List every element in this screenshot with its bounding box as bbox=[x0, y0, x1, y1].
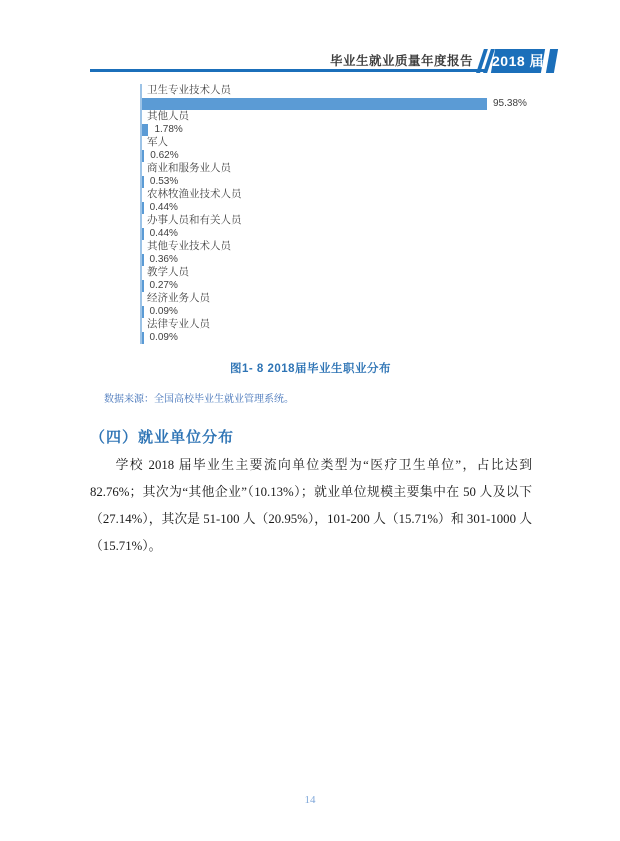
category-label: 其他人员 bbox=[147, 110, 189, 122]
category-label: 教学人员 bbox=[147, 266, 189, 278]
badge-endbar-icon bbox=[546, 49, 558, 73]
bar-value-label: 0.27% bbox=[149, 280, 178, 291]
bar-row bbox=[142, 123, 532, 136]
bar bbox=[142, 202, 144, 214]
category-label: 卫生专业技术人员 bbox=[147, 84, 231, 96]
bar-row bbox=[142, 279, 532, 292]
bar-row bbox=[142, 175, 532, 188]
bar-chart bbox=[140, 84, 532, 344]
chart-row bbox=[142, 188, 532, 214]
bar-value-label: 0.53% bbox=[149, 176, 179, 187]
chart-row bbox=[142, 266, 532, 292]
chart-row bbox=[142, 110, 532, 136]
bar-row bbox=[142, 97, 532, 110]
figure-caption: 图1- 8 2018届毕业生职业分布 bbox=[229, 363, 392, 375]
bar-row bbox=[142, 305, 532, 318]
bar bbox=[142, 124, 148, 136]
bar-row bbox=[142, 201, 532, 214]
chart-row bbox=[142, 162, 532, 188]
bar bbox=[142, 306, 144, 318]
bar-value-label: 95.38% bbox=[492, 98, 527, 109]
body-paragraph: 学校 2018 届毕业生主要流向单位类型为“医疗卫生单位”，占比达到 82.76%；其次为“其他企业”（10.13%）；就业单位规模主要集中在 50 人及以下（27.14%），其次是 51-100 人（20.95%），101-200 人（15.71%）和 301-1000 人（15.71%）。 bbox=[90, 458, 532, 553]
category-label: 商业和服务业人员 bbox=[147, 162, 231, 174]
bar-value-label: 0.36% bbox=[149, 254, 178, 265]
header-title: 毕业生就业质量年度报告 bbox=[329, 54, 473, 68]
bar-value-label: 1.78% bbox=[154, 124, 183, 135]
bar bbox=[142, 332, 144, 344]
chart-row bbox=[142, 318, 532, 344]
category-label: 法律专业人员 bbox=[147, 318, 210, 330]
chart-row bbox=[142, 292, 532, 318]
chart-row bbox=[142, 84, 532, 110]
year-badge-label: 2018 届 bbox=[491, 53, 545, 69]
bar-value-label: 0.62% bbox=[150, 150, 179, 161]
bar-value-label: 0.09% bbox=[149, 332, 178, 343]
category-label: 经济业务人员 bbox=[147, 292, 210, 304]
bar bbox=[142, 98, 487, 110]
bar bbox=[142, 254, 144, 266]
bar bbox=[142, 228, 144, 240]
data-source-note: 数据来源：全国高校毕业生就业管理系统。 bbox=[104, 394, 294, 405]
category-label: 军人 bbox=[147, 136, 168, 148]
page-number: 14 bbox=[304, 794, 316, 806]
bar-row bbox=[142, 227, 532, 240]
chart-row bbox=[142, 214, 532, 240]
category-label: 办事人员和有关人员 bbox=[147, 214, 242, 226]
bar bbox=[142, 150, 144, 162]
category-label: 农林牧渔业技术人员 bbox=[147, 188, 242, 200]
bar-row bbox=[142, 253, 532, 266]
chart-row bbox=[142, 240, 532, 266]
category-label: 其他专业技术人员 bbox=[147, 240, 231, 252]
year-badge bbox=[491, 49, 545, 73]
bar-row bbox=[142, 331, 532, 344]
bar bbox=[142, 280, 144, 292]
section-heading: （四）就业单位分布 bbox=[90, 429, 235, 446]
bar-row bbox=[142, 149, 532, 162]
header-rule bbox=[90, 69, 486, 72]
bar-value-label: 0.44% bbox=[149, 228, 178, 239]
bar bbox=[142, 176, 144, 188]
bar-value-label: 0.09% bbox=[149, 306, 178, 317]
bar-value-label: 0.44% bbox=[149, 202, 178, 213]
chart-row bbox=[142, 136, 532, 162]
